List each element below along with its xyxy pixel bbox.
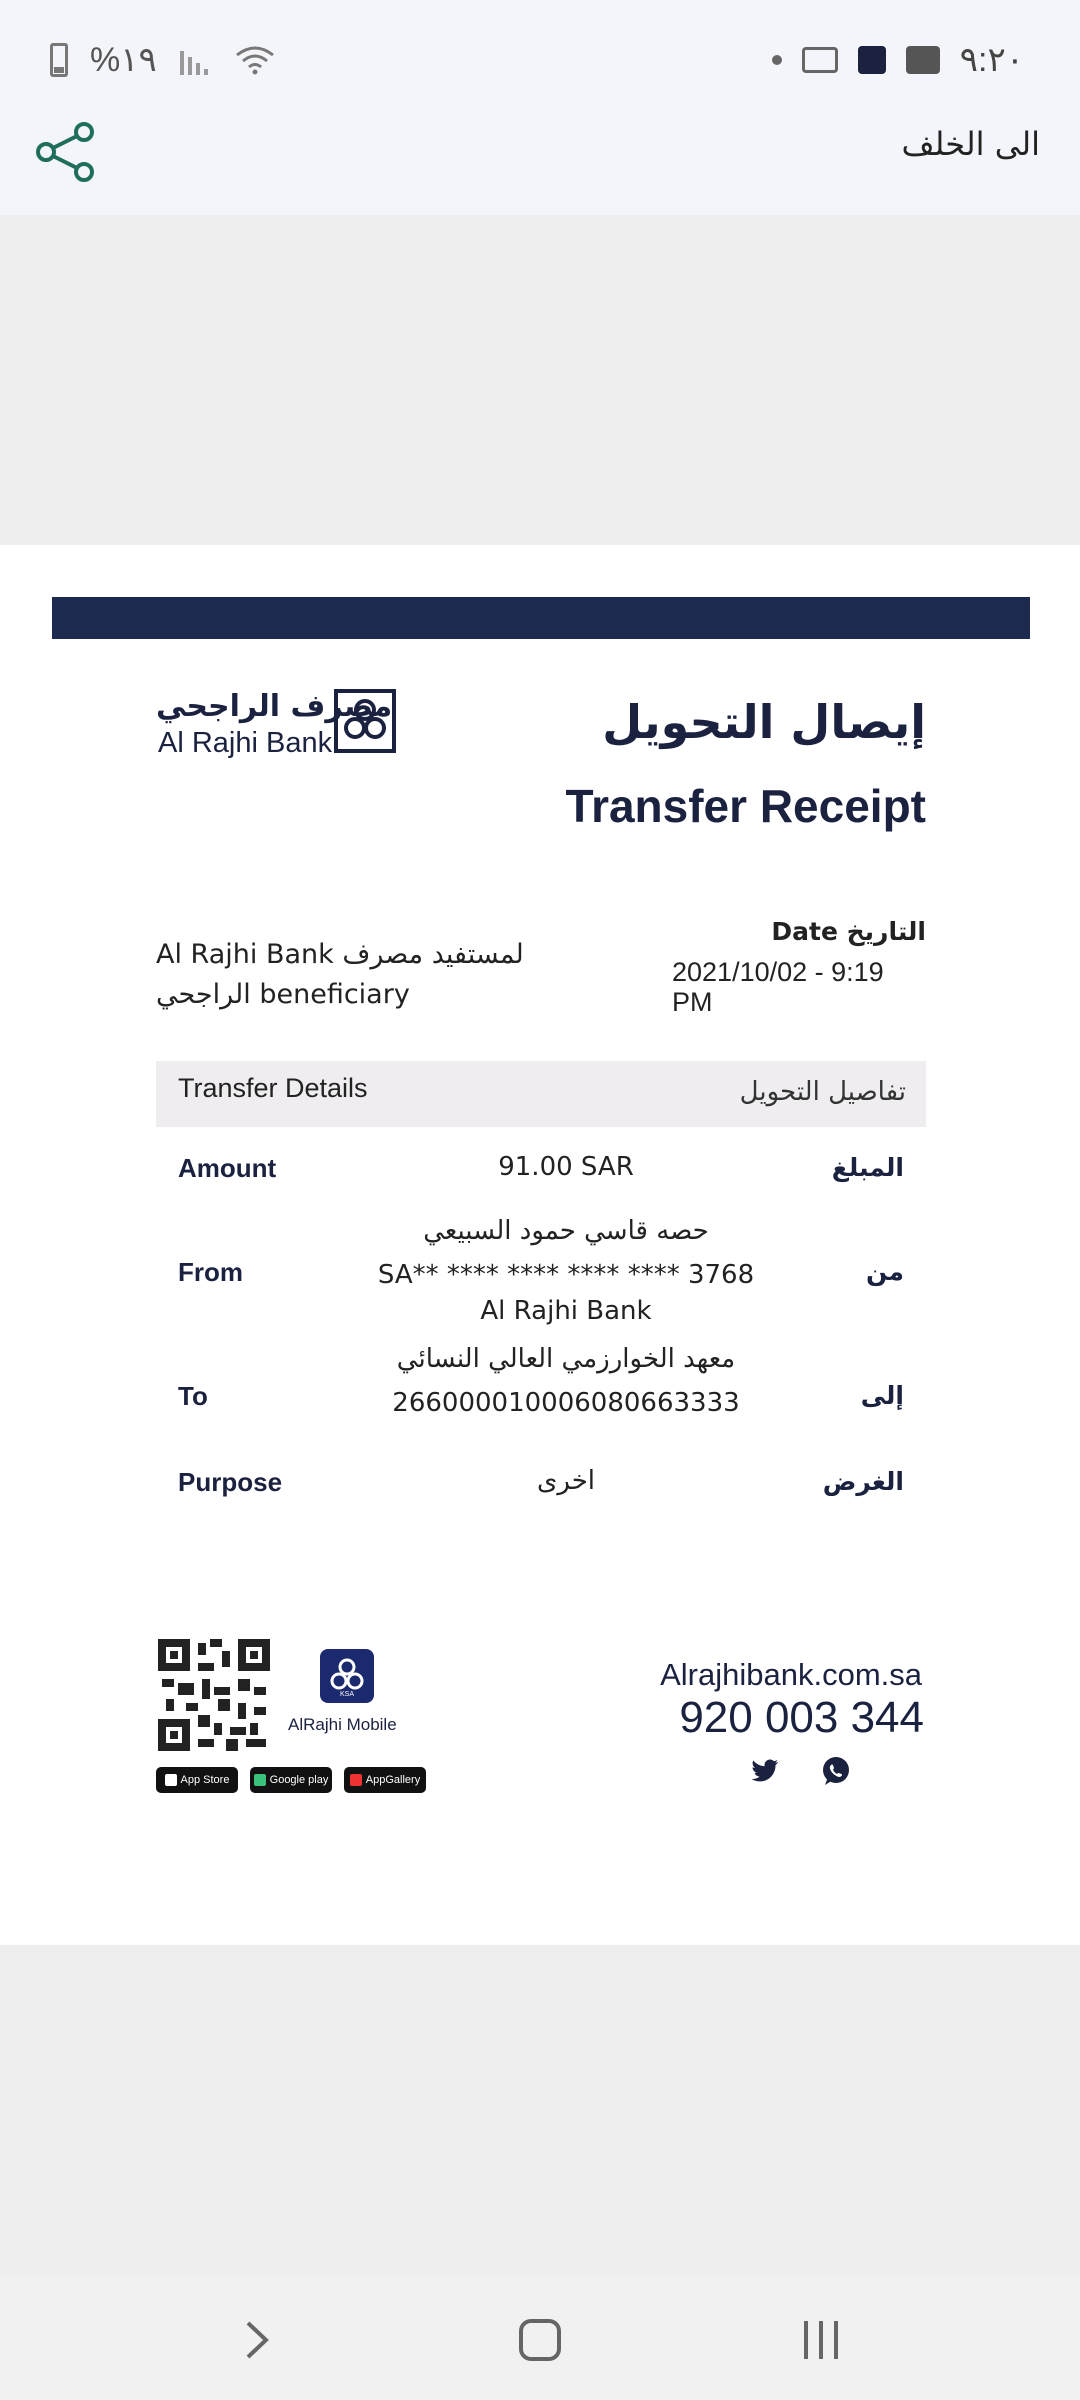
appgallery-label: AppGallery (365, 1774, 421, 1786)
appgallery-icon (350, 1774, 362, 1786)
from-bank: Al Rajhi Bank (480, 1296, 652, 1326)
status-right (772, 40, 1024, 80)
notification-dot-icon (772, 55, 782, 65)
receipt-title-en: Transfer Receipt (565, 780, 926, 832)
transfer-details-header (156, 1061, 926, 1127)
status-left (50, 40, 275, 80)
back-button[interactable]: الى الخلف (901, 125, 1040, 163)
date-label: Date التاريخ (771, 917, 926, 946)
message-icon (906, 46, 940, 74)
from-value (366, 1213, 766, 1329)
date-value: 2021/10/02 - 9:19 PM (672, 957, 884, 1017)
website-link[interactable]: Alrajhibank.com.sa (660, 1657, 922, 1692)
from-account: SA** **** **** **** **** 3768 (377, 1260, 755, 1290)
details-header-en: Transfer Details (178, 1073, 368, 1103)
alrajhi-mobile-app-icon (320, 1649, 374, 1703)
purpose-label: Purpose (178, 1467, 283, 1497)
receipt-title-ar: إيصال التحويل (602, 695, 926, 749)
recent-apps-icon[interactable] (786, 2305, 856, 2375)
appgallery-badge[interactable] (344, 1767, 426, 1793)
home-icon[interactable] (505, 2305, 575, 2375)
signal-icon (179, 45, 213, 75)
amount-label: Amount (178, 1153, 277, 1183)
to-value (366, 1341, 766, 1421)
video-icon (802, 47, 838, 73)
twitter-icon[interactable] (748, 1755, 780, 1787)
viewer-margin-top (0, 215, 1080, 545)
to-name: معهد الخوارزمي العالي النسائي (396, 1344, 736, 1374)
bank-name-en: Al Rajhi Bank (158, 727, 333, 759)
purpose-label-ar: الغرض (822, 1467, 904, 1496)
beneficiary-text: Al Rajhi Bank لمستفيد مصرف الراجحي beneficiary (156, 939, 524, 1010)
bank-notification-icon (858, 46, 886, 74)
amount-label-ar: المبلغ (831, 1153, 904, 1182)
chevron-back-icon[interactable] (222, 2305, 292, 2375)
phone-number[interactable]: 920 003 344 (679, 1693, 924, 1742)
qr-code-icon (158, 1639, 270, 1751)
to-account: 266000010006080663333 (392, 1388, 740, 1418)
app-store-badge[interactable] (156, 1767, 238, 1793)
purpose-value: اخرى (537, 1466, 595, 1496)
google-play-icon (254, 1774, 266, 1786)
battery-level: %١٩ (90, 41, 157, 79)
bank-name-ar: مصرف الراجحي (156, 689, 393, 724)
system-nav-bar (0, 2275, 1080, 2400)
google-play-label: Google play (269, 1774, 329, 1786)
app-badge: KSA (339, 1691, 355, 1697)
whatsapp-icon[interactable] (820, 1755, 852, 1787)
wifi-icon (235, 45, 275, 75)
amount-value: 91.00 SAR (498, 1152, 634, 1182)
battery-icon (50, 43, 68, 77)
from-label-ar: من (866, 1257, 904, 1286)
details-header-ar: تفاصيل التحويل (739, 1077, 906, 1107)
status-bar (0, 0, 1080, 120)
header-band (52, 597, 1030, 639)
to-label: To (178, 1381, 208, 1411)
receipt-document (0, 545, 1080, 1945)
app-bar (0, 120, 1080, 215)
clock: ٩:٢٠ (959, 41, 1024, 79)
app-name: AlRajhi Mobile (288, 1715, 397, 1734)
from-label: From (178, 1257, 243, 1287)
bank-logo (156, 689, 396, 759)
apple-icon (165, 1774, 177, 1786)
google-play-badge[interactable] (250, 1767, 332, 1793)
viewer-margin-bottom (0, 1945, 1080, 2275)
to-label-ar: إلى (860, 1381, 904, 1410)
app-store-label: App Store (180, 1774, 230, 1786)
from-name: حصه قاسي حمود السبيعي (423, 1216, 709, 1246)
share-icon[interactable] (34, 120, 98, 184)
bank-logo-icon (334, 689, 396, 753)
